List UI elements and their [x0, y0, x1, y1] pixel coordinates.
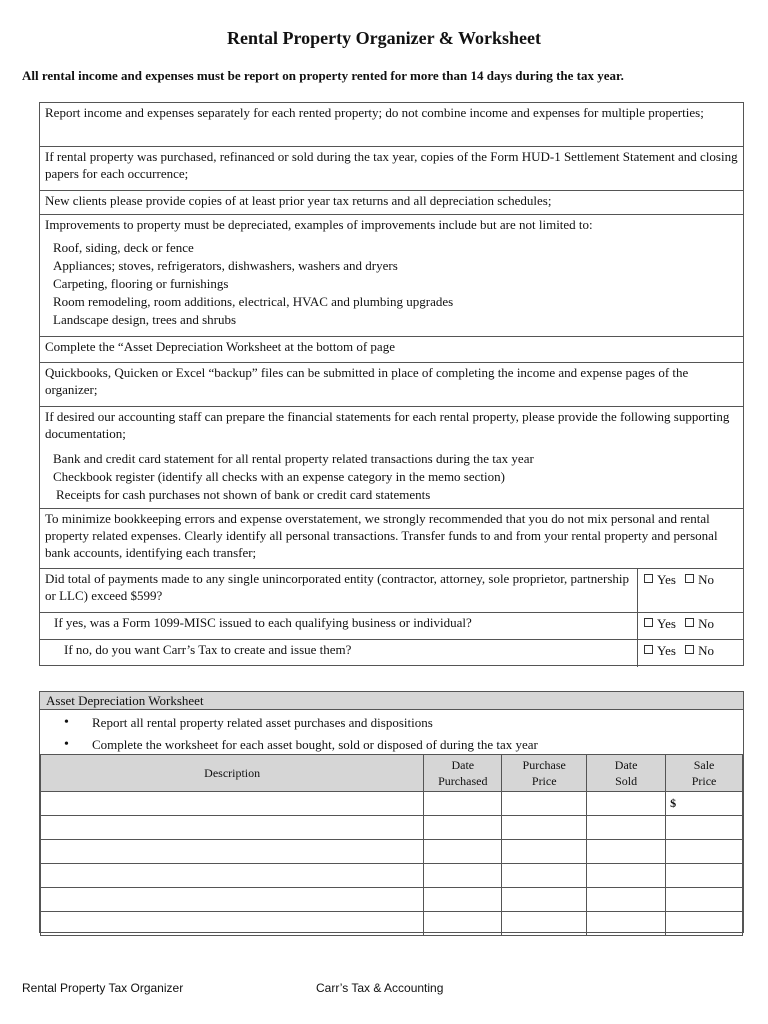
list-item: Bank and credit card statement for all rental property related transactions during the tax year [53, 451, 534, 466]
date-purchased-cell[interactable] [424, 912, 502, 936]
purchase-price-cell[interactable] [502, 792, 587, 816]
description-cell[interactable] [41, 864, 424, 888]
sale-price-cell[interactable] [666, 912, 743, 936]
column-header-date-purchased: Date Purchased [424, 755, 502, 792]
instruction-item: Report income and expenses separately for each rented property; do not combine income and expenses for multiple properties; [40, 103, 743, 147]
purchase-price-cell[interactable] [502, 816, 587, 840]
instruction-item: Quickbooks, Quicken or Excel “backup” files can be submitted in place of completing the income and expense pages of the organizer; [40, 363, 743, 407]
footer-left: Rental Property Tax Organizer [22, 981, 184, 995]
worksheet-bullets [40, 710, 743, 756]
description-cell[interactable] [41, 816, 424, 840]
table-row [41, 792, 743, 816]
question-text: If no, do you want Carr’s Tax to create and issue them? [64, 642, 352, 657]
purchase-price-cell[interactable] [502, 888, 587, 912]
date-purchased-cell[interactable] [424, 888, 502, 912]
column-header-date-sold: Date Sold [587, 755, 666, 792]
list-item: Room remodeling, room additions, electrical, HVAC and plumbing upgrades [53, 294, 454, 309]
worksheet-title: Asset Depreciation Worksheet [40, 692, 743, 710]
list-item: Landscape design, trees and shrubs [53, 312, 237, 327]
list-item: Checkbook register (identify all checks with an expense category in the memo section) [53, 469, 505, 484]
purchase-price-cell[interactable] [502, 864, 587, 888]
question-options [637, 569, 743, 612]
documentation-list [53, 450, 738, 504]
asset-depreciation-worksheet [39, 691, 744, 933]
checkbox-icon[interactable] [644, 574, 653, 583]
instruction-item: To minimize bookkeeping errors and expense overstatement, we strongly recommended that you do not mix personal and rental property related expenses. Clearly identify all personal transactions. Transfer funds to and from your rental property and personal bank accounts, identifying each transfer; [40, 509, 743, 569]
checkbox-icon[interactable] [644, 645, 653, 654]
description-cell[interactable] [41, 912, 424, 936]
date-sold-cell[interactable] [587, 840, 666, 864]
page-title: Rental Property Organizer & Worksheet [227, 28, 541, 48]
sale-price-cell[interactable] [666, 816, 743, 840]
table-row [41, 864, 743, 888]
date-purchased-cell[interactable] [424, 864, 502, 888]
list-item: Receipts for cash purchases not shown of bank or credit card statements [56, 487, 431, 502]
description-cell[interactable] [41, 840, 424, 864]
question-row [40, 640, 743, 667]
table-row [41, 912, 743, 936]
no-option[interactable]: No [685, 643, 714, 658]
date-sold-cell[interactable] [587, 792, 666, 816]
date-sold-cell[interactable] [587, 816, 666, 840]
question-row [40, 569, 743, 613]
date-purchased-cell[interactable] [424, 816, 502, 840]
table-row [41, 888, 743, 912]
list-item: Carpeting, flooring or furnishings [53, 276, 229, 291]
sale-price-cell[interactable]: $ [666, 792, 743, 816]
instruction-item: New clients please provide copies of at least prior year tax returns and all depreciation schedules; [40, 191, 743, 215]
improvements-list [53, 239, 738, 329]
table-row [41, 840, 743, 864]
list-item: Roof, siding, deck or fence [53, 240, 194, 255]
description-cell[interactable] [41, 888, 424, 912]
date-purchased-cell[interactable] [424, 792, 502, 816]
no-option[interactable]: No [685, 572, 714, 587]
asset-table [40, 754, 743, 936]
improvements-intro: Improvements to property must be depreciated, examples of improvements include but are not limited to: [45, 217, 593, 232]
question-options [637, 613, 743, 639]
column-header-purchase-price: Purchase Price [502, 755, 587, 792]
footer-center: Carr’s Tax & Accounting [316, 981, 444, 995]
date-sold-cell[interactable] [587, 912, 666, 936]
checkbox-icon[interactable] [685, 574, 694, 583]
instruction-documentation [40, 407, 743, 509]
sale-price-cell[interactable] [666, 864, 743, 888]
column-header-description: Description [41, 755, 424, 792]
sale-price-cell[interactable] [666, 840, 743, 864]
list-item: Appliances; stoves, refrigerators, dishwashers, washers and dryers [53, 258, 398, 273]
sale-price-cell[interactable] [666, 888, 743, 912]
instruction-improvements [40, 215, 743, 337]
question-row [40, 613, 743, 640]
documentation-intro: If desired our accounting staff can prepare the financial statements for each rental property, please provide the following supporting documentation; [45, 409, 730, 441]
list-item: • Report all rental property related asset purchases and dispositions [64, 712, 743, 734]
date-sold-cell[interactable] [587, 888, 666, 912]
yes-option[interactable]: Yes [644, 572, 676, 587]
page-subtitle: All rental income and expenses must be report on property rented for more than 14 days during the tax year. [22, 68, 624, 83]
description-cell[interactable] [41, 792, 424, 816]
checkbox-icon[interactable] [685, 618, 694, 627]
yes-option[interactable]: Yes [644, 616, 676, 631]
date-purchased-cell[interactable] [424, 840, 502, 864]
instruction-item: Complete the “Asset Depreciation Worksheet at the bottom of page [40, 337, 743, 363]
checkbox-icon[interactable] [685, 645, 694, 654]
table-row [41, 816, 743, 840]
instruction-item: If rental property was purchased, refinanced or sold during the tax year, copies of the Form HUD-1 Settlement Statement and closing papers for each occurrence; [40, 147, 743, 191]
column-header-sale-price: Sale Price [666, 755, 743, 792]
checkbox-icon[interactable] [644, 618, 653, 627]
question-options [637, 640, 743, 667]
purchase-price-cell[interactable] [502, 840, 587, 864]
question-text: Did total of payments made to any single unincorporated entity (contractor, attorney, sole proprietor, partnership or LLC) exceed $599? [45, 571, 630, 603]
question-text: If yes, was a Form 1099-MISC issued to each qualifying business or individual? [54, 615, 472, 630]
table-header-row [41, 755, 743, 792]
instructions-box [39, 102, 744, 666]
date-sold-cell[interactable] [587, 864, 666, 888]
list-item: • Complete the worksheet for each asset bought, sold or disposed of during the tax year [64, 734, 743, 756]
purchase-price-cell[interactable] [502, 912, 587, 936]
no-option[interactable]: No [685, 616, 714, 631]
yes-option[interactable]: Yes [644, 643, 676, 658]
